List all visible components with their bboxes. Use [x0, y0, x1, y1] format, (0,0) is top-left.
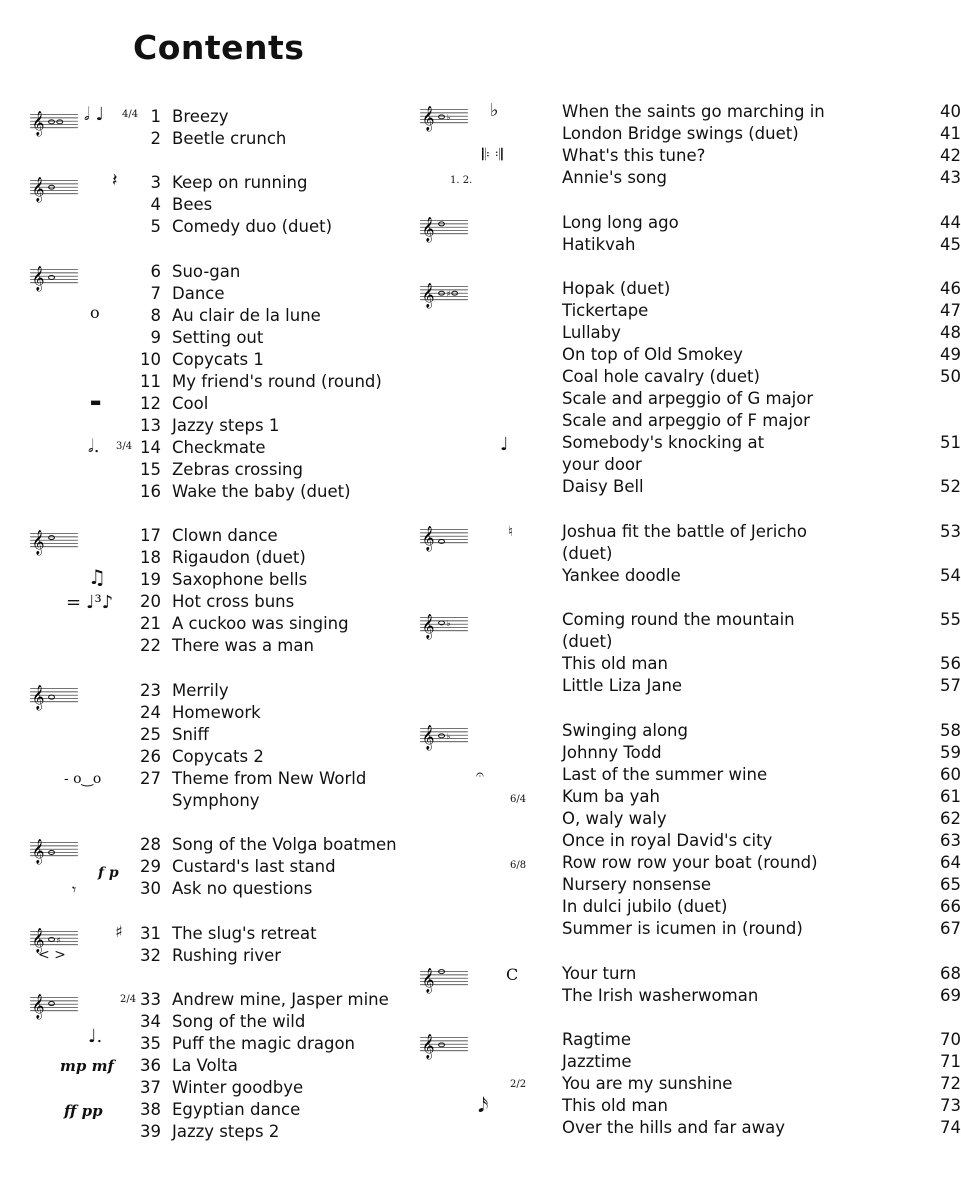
entry-title: Rigaudon (duet) [172, 548, 306, 567]
entry-number: 24 [140, 703, 161, 722]
entry-title: Nursery nonsense [562, 875, 712, 894]
contents-entry[interactable] [410, 344, 961, 366]
entry-number: 41 [940, 124, 961, 143]
contents-entry[interactable] [410, 675, 961, 697]
entry-number: 13 [140, 416, 161, 435]
entry-title: Scale and arpeggio of G major [562, 389, 814, 408]
contents-entry[interactable] [410, 808, 961, 830]
entry-number: 10 [140, 350, 161, 369]
entry-number: 62 [940, 809, 961, 828]
contents-entry[interactable] [0, 371, 414, 393]
entry-title: Row row row your boat (round) [562, 853, 818, 872]
right-column [410, 0, 961, 1200]
entry-number: 1 [150, 107, 161, 126]
contents-entry[interactable] [0, 327, 414, 349]
semibreve-icon: o [90, 303, 100, 322]
entry-number: 33 [140, 990, 161, 1009]
triplet-icon: ♩³♪ [86, 592, 114, 613]
treble-staff-B-icon [26, 108, 82, 136]
entry-number: 31 [140, 924, 161, 943]
entry-title: Beetle crunch [172, 129, 287, 148]
entry-number: 32 [140, 946, 161, 965]
treble-staff-highD-icon [416, 965, 472, 993]
contents-entry[interactable] [410, 145, 961, 167]
entry-title: Tickertape [562, 301, 649, 320]
entry-title: Winter goodbye [172, 1078, 304, 1097]
entry-number: 18 [140, 548, 161, 567]
entry-title: Custard's last stand [172, 857, 336, 876]
entry-number: 64 [940, 853, 961, 872]
contents-entry[interactable] [410, 388, 824, 410]
contents-entry[interactable] [410, 742, 961, 764]
entry-title: Swinging along [562, 721, 688, 740]
svg-text:𝄞: 𝄞 [31, 177, 45, 203]
svg-text:𝄞: 𝄞 [421, 106, 435, 132]
treble-staff-D-icon [26, 991, 82, 1019]
entry-number: 11 [140, 372, 161, 391]
breath-ties-icon: - o‿o [64, 771, 102, 787]
contents-entry[interactable] [410, 521, 961, 543]
entry-number: 22 [140, 636, 161, 655]
entry-number: 70 [940, 1030, 961, 1049]
entry-title: Long long ago [562, 213, 679, 232]
time-2-4-icon: 2/4 [120, 994, 137, 1005]
treble-staff-Bflat2-icon [416, 722, 472, 750]
right-group [410, 278, 961, 498]
entry-title: Over the hills and far away [562, 1118, 786, 1137]
entry-title: Jazzy steps 2 [172, 1122, 280, 1141]
entry-title: Theme from New World [172, 769, 367, 788]
time-6-8-icon: 6/8 [510, 860, 527, 871]
entry-title: Hatikvah [562, 235, 636, 254]
entry-number: 21 [140, 614, 161, 633]
svg-text:𝄞: 𝄞 [421, 968, 435, 994]
dynamics-mp-mf-icon: mp mf [60, 1057, 114, 1075]
entry-number: 46 [940, 279, 961, 298]
right-group [410, 212, 961, 256]
entry-title: Lullaby [562, 323, 621, 342]
svg-text:𝄞: 𝄞 [421, 526, 435, 552]
contents-entry[interactable] [410, 1095, 961, 1117]
entry-number: 68 [940, 964, 961, 983]
contents-entry[interactable] [0, 481, 414, 503]
contents-entry[interactable] [0, 790, 414, 812]
svg-text:𝄞: 𝄞 [421, 1034, 435, 1060]
contents-entry[interactable] [0, 305, 414, 327]
right-group [410, 963, 961, 1007]
entry-number: 5 [150, 217, 161, 236]
entry-number: 47 [940, 301, 961, 320]
svg-text:♭: ♭ [446, 112, 451, 123]
half-quarter-notes-icon: 𝅗𝅥 ♩ [84, 104, 104, 125]
treble-staff-E-icon [26, 836, 82, 864]
svg-text:𝄞: 𝄞 [31, 839, 45, 865]
entry-number: 60 [940, 765, 961, 784]
svg-text:♯: ♯ [56, 934, 61, 945]
svg-text:♯: ♯ [446, 288, 451, 299]
entry-title: Little Liza Jane [562, 676, 683, 695]
entry-number: 59 [940, 743, 961, 762]
entry-title: London Bridge swings (duet) [562, 124, 799, 143]
entry-title: In dulci jubilo (duet) [562, 897, 728, 916]
entry-title: This old man [562, 654, 669, 673]
entry-title: (duet) [562, 544, 613, 563]
svg-text:♭: ♭ [446, 731, 451, 742]
semiquaver-icon: 𝅘𝅥𝅯 [478, 1093, 489, 1117]
svg-text:𝄞: 𝄞 [31, 685, 45, 711]
entry-number: 52 [940, 477, 961, 496]
contents-entry[interactable] [410, 720, 961, 742]
entry-number: 67 [940, 919, 961, 938]
contents-entry[interactable] [0, 746, 414, 768]
entry-number: 7 [150, 284, 161, 303]
entry-title: What's this tune? [562, 146, 706, 165]
contents-entry[interactable] [0, 216, 414, 238]
entry-number: 57 [940, 676, 961, 695]
contents-entry[interactable] [410, 830, 961, 852]
entry-title: My friend's round (round) [172, 372, 382, 391]
svg-text:𝄞: 𝄞 [421, 614, 435, 640]
entry-title: Homework [172, 703, 261, 722]
contents-entry[interactable] [0, 393, 414, 415]
contents-entry[interactable] [0, 613, 414, 635]
contents-entry[interactable] [0, 437, 414, 459]
contents-entry[interactable] [410, 1051, 961, 1073]
entry-number: 3 [150, 173, 161, 192]
contents-entry[interactable] [410, 565, 961, 587]
entry-title: When the saints go marching in [562, 102, 825, 121]
svg-text:𝄞: 𝄞 [31, 111, 45, 137]
right-group [410, 1029, 961, 1139]
entry-number: 65 [940, 875, 961, 894]
entry-title: Breezy [172, 107, 229, 126]
page-title: Contents [133, 28, 305, 67]
entry-title: O, waly waly [562, 809, 667, 828]
entry-title: Johnny Todd [562, 743, 662, 762]
common-time-icon: C [506, 965, 519, 984]
entry-number: 29 [140, 857, 161, 876]
entry-number: 8 [150, 306, 161, 325]
svg-text:𝄞: 𝄞 [421, 283, 435, 309]
contents-entry[interactable] [410, 963, 961, 985]
entry-number: 27 [140, 769, 161, 788]
entry-title: Somebody's knocking at [562, 433, 765, 452]
entry-title: Wake the baby (duet) [172, 482, 351, 501]
entry-number: 72 [940, 1074, 961, 1093]
entry-title: Copycats 2 [172, 747, 264, 766]
treble-staff-Bflat-icon [416, 103, 472, 131]
entry-title: Checkmate [172, 438, 266, 457]
entry-title: La Volta [172, 1056, 238, 1075]
svg-text:𝄞: 𝄞 [421, 725, 435, 751]
contents-entry[interactable] [410, 896, 961, 918]
time-2-2-icon: 2/2 [510, 1079, 527, 1090]
quavers-icon: ♫ [88, 565, 106, 589]
entry-number: 55 [940, 610, 961, 629]
entry-title: Jazztime [562, 1052, 632, 1071]
entry-number: 53 [940, 522, 961, 541]
contents-entry[interactable] [410, 300, 961, 322]
entry-number: 4 [150, 195, 161, 214]
contents-entry[interactable] [410, 322, 961, 344]
entry-number: 42 [940, 146, 961, 165]
contents-entry[interactable] [410, 653, 961, 675]
quaver-rest-icon: 𝄾 [72, 880, 77, 899]
contents-entry[interactable] [410, 123, 961, 145]
svg-text:𝄞: 𝄞 [421, 217, 435, 243]
repeat-sign-icon: 𝄆 𝄇 [482, 145, 503, 164]
dotted-crotchet-right-icon: ♩ [500, 434, 509, 455]
contents-entry[interactable] [410, 1029, 961, 1051]
treble-staff-F-icon [26, 682, 82, 710]
entry-title: Zebras crossing [172, 460, 303, 479]
right-group [410, 609, 961, 697]
svg-text:𝄞: 𝄞 [31, 530, 45, 556]
contents-entry[interactable] [410, 918, 961, 940]
contents-entry[interactable] [0, 349, 414, 371]
entry-title: Daisy Bell [562, 477, 644, 496]
entry-number: 58 [940, 721, 961, 740]
contents-entry[interactable] [410, 631, 824, 653]
right-group [410, 720, 961, 940]
contents-entry[interactable] [410, 1073, 961, 1095]
entry-number: 14 [140, 438, 161, 457]
entry-title: The slug's retreat [172, 924, 317, 943]
entry-title: Song of the Volga boatmen [172, 835, 397, 854]
entry-title: Coal hole cavalry (duet) [562, 367, 760, 386]
entry-number: 25 [140, 725, 161, 744]
contents-entry[interactable] [410, 543, 824, 565]
entry-title: Jazzy steps 1 [172, 416, 280, 435]
entry-number: 38 [140, 1100, 161, 1119]
equals-icon: = [66, 592, 82, 613]
contents-entry[interactable] [0, 1099, 414, 1121]
treble-staff-G-icon [26, 263, 82, 291]
dynamics-f-p-icon: f p [98, 865, 119, 881]
contents-entry[interactable] [410, 454, 824, 476]
entry-title: There was a man [172, 636, 314, 655]
flat-icon: ♭ [490, 100, 499, 121]
entry-title: Ask no questions [172, 879, 313, 898]
contents-entry[interactable] [410, 410, 824, 432]
entry-title: Copycats 1 [172, 350, 264, 369]
entry-title: Hopak (duet) [562, 279, 671, 298]
treble-staff-C-icon [26, 527, 82, 555]
entry-title: Comedy duo (duet) [172, 217, 333, 236]
contents-entry[interactable] [410, 786, 961, 808]
entry-title: Keep on running [172, 173, 308, 192]
entry-number: 36 [140, 1056, 161, 1075]
entry-title: This old man [562, 1096, 669, 1115]
entry-number: 44 [940, 213, 961, 232]
fermata-icon: 𝄐 [476, 767, 484, 783]
contents-entry[interactable] [410, 874, 961, 896]
contents-entry[interactable] [410, 985, 961, 1007]
dotted-minim-icon: 𝅗𝅥. [88, 436, 100, 457]
entry-number: 35 [140, 1034, 161, 1053]
entry-title: A cuckoo was singing [172, 614, 349, 633]
contents-entry[interactable] [410, 852, 961, 874]
entry-title: The Irish washerwoman [562, 986, 759, 1005]
entry-title: your door [562, 455, 642, 474]
entry-title: Au clair de la lune [172, 306, 321, 325]
entry-number: 37 [140, 1078, 161, 1097]
entry-title: Last of the summer wine [562, 765, 768, 784]
entry-title: (duet) [562, 632, 613, 651]
entry-title: Egyptian dance [172, 1100, 301, 1119]
entry-title: Ragtime [562, 1030, 631, 1049]
svg-text:𝄞: 𝄞 [31, 266, 45, 292]
contents-entry[interactable] [410, 366, 961, 388]
entry-number: 15 [140, 460, 161, 479]
contents-entry[interactable] [410, 101, 961, 123]
entry-title: Dance [172, 284, 225, 303]
entry-number: 43 [940, 168, 961, 187]
entry-title: Yankee doodle [562, 566, 681, 585]
treble-staff-highC-icon [416, 214, 472, 242]
contents-entry[interactable] [0, 635, 414, 657]
entry-title: Cool [172, 394, 209, 413]
entry-number: 39 [140, 1122, 161, 1141]
entry-title: On top of Old Smokey [562, 345, 743, 364]
entry-title: Puff the magic dragon [172, 1034, 356, 1053]
entry-number: 56 [940, 654, 961, 673]
entry-number: 61 [940, 787, 961, 806]
contents-entry[interactable] [410, 476, 961, 498]
entry-title: Your turn [562, 964, 637, 983]
hairpins-icon: < > [38, 947, 66, 963]
entry-title: You are my sunshine [562, 1074, 733, 1093]
treble-staff-B-C-icon [416, 1031, 472, 1059]
entry-number: 34 [140, 1012, 161, 1031]
entry-title: Summer is icumen in (round) [562, 919, 803, 938]
entry-number: 30 [140, 879, 161, 898]
entry-number: 74 [940, 1118, 961, 1137]
entry-title: Rushing river [172, 946, 282, 965]
entry-number: 50 [940, 367, 961, 386]
contents-entry[interactable] [0, 415, 414, 437]
contents-entry[interactable] [0, 1033, 414, 1055]
contents-entry[interactable] [0, 591, 414, 613]
entry-title: Hot cross buns [172, 592, 295, 611]
right-group [410, 521, 961, 587]
contents-entry[interactable] [0, 459, 414, 481]
contents-entry[interactable] [410, 609, 961, 631]
entry-number: 16 [140, 482, 161, 501]
entry-number: 63 [940, 831, 961, 850]
entry-number: 49 [940, 345, 961, 364]
entry-title: Saxophone bells [172, 570, 308, 589]
entry-title: Andrew mine, Jasper mine [172, 990, 389, 1009]
entry-number: 2 [150, 129, 161, 148]
time-6-4-icon: 6/4 [510, 794, 527, 805]
left-column [0, 0, 414, 1200]
svg-text:𝄞: 𝄞 [31, 928, 45, 954]
entry-title: Clown dance [172, 526, 278, 545]
contents-entry[interactable] [410, 278, 961, 300]
entry-number: 48 [940, 323, 961, 342]
entry-title: Scale and arpeggio of F major [562, 411, 810, 430]
entry-number: 40 [940, 102, 961, 121]
entry-number: 23 [140, 681, 161, 700]
sharp-icon: ♯ [115, 922, 123, 941]
entry-number: 6 [150, 262, 161, 281]
volta-brackets-icon: 1. 2. [450, 175, 473, 186]
dynamics-ff-pp-icon: ff pp [64, 1102, 103, 1120]
contents-entry[interactable] [0, 1077, 414, 1099]
minim-rest-icon: ▬ [90, 395, 102, 409]
entry-number: 26 [140, 747, 161, 766]
entry-title: Sniff [172, 725, 209, 744]
entry-number: 71 [940, 1052, 961, 1071]
contents-entry[interactable] [410, 212, 961, 234]
entry-title: Coming round the mountain [562, 610, 795, 629]
contents-entry[interactable] [0, 724, 414, 746]
svg-text:♭: ♭ [446, 618, 451, 629]
contents-entry[interactable] [410, 432, 961, 454]
time-4-4-icon: 4/4 [122, 109, 139, 120]
entry-title: Annie's song [562, 168, 667, 187]
entry-number: 9 [150, 328, 161, 347]
treble-staff-A-icon [26, 174, 82, 202]
treble-staff-Eflat-icon [416, 611, 472, 639]
contents-entry[interactable] [410, 234, 961, 256]
entry-title: Bees [172, 195, 213, 214]
natural-icon: ♮ [508, 524, 514, 540]
entry-number: 69 [940, 986, 961, 1005]
contents-entry[interactable] [410, 1117, 961, 1139]
entry-number: 12 [140, 394, 161, 413]
entry-number: 66 [940, 897, 961, 916]
treble-staff-lowC-icon [416, 523, 472, 551]
entry-title: Song of the wild [172, 1012, 306, 1031]
entry-title: Suo-gan [172, 262, 241, 281]
left-group [0, 261, 414, 503]
entry-number: 73 [940, 1096, 961, 1115]
entry-title: Symphony [172, 791, 260, 810]
entry-number: 17 [140, 526, 161, 545]
dotted-crotchet-icon: ♩. [88, 1026, 103, 1047]
time-3-4-icon: 3/4 [116, 441, 133, 452]
entry-number: 20 [140, 592, 161, 611]
entry-number: 54 [940, 566, 961, 585]
entry-title: Joshua fit the battle of Jericho [562, 522, 807, 541]
entry-number: 28 [140, 835, 161, 854]
contents-entry[interactable] [0, 878, 414, 900]
entry-title: Merrily [172, 681, 229, 700]
entry-title: Kum ba yah [562, 787, 660, 806]
contents-entry[interactable] [410, 764, 961, 786]
contents-entry[interactable] [0, 569, 414, 591]
contents-entry[interactable] [0, 1121, 414, 1143]
entry-title: Setting out [172, 328, 264, 347]
entry-number: 45 [940, 235, 961, 254]
entry-number: 19 [140, 570, 161, 589]
entry-number: 51 [940, 433, 961, 452]
entry-title: Once in royal David's city [562, 831, 773, 850]
svg-text:𝄞: 𝄞 [31, 994, 45, 1020]
crotchet-rest-icon: 𝄽 [112, 170, 118, 191]
treble-staff-Csharp-icon [416, 280, 472, 308]
contents-entry[interactable] [0, 768, 414, 790]
